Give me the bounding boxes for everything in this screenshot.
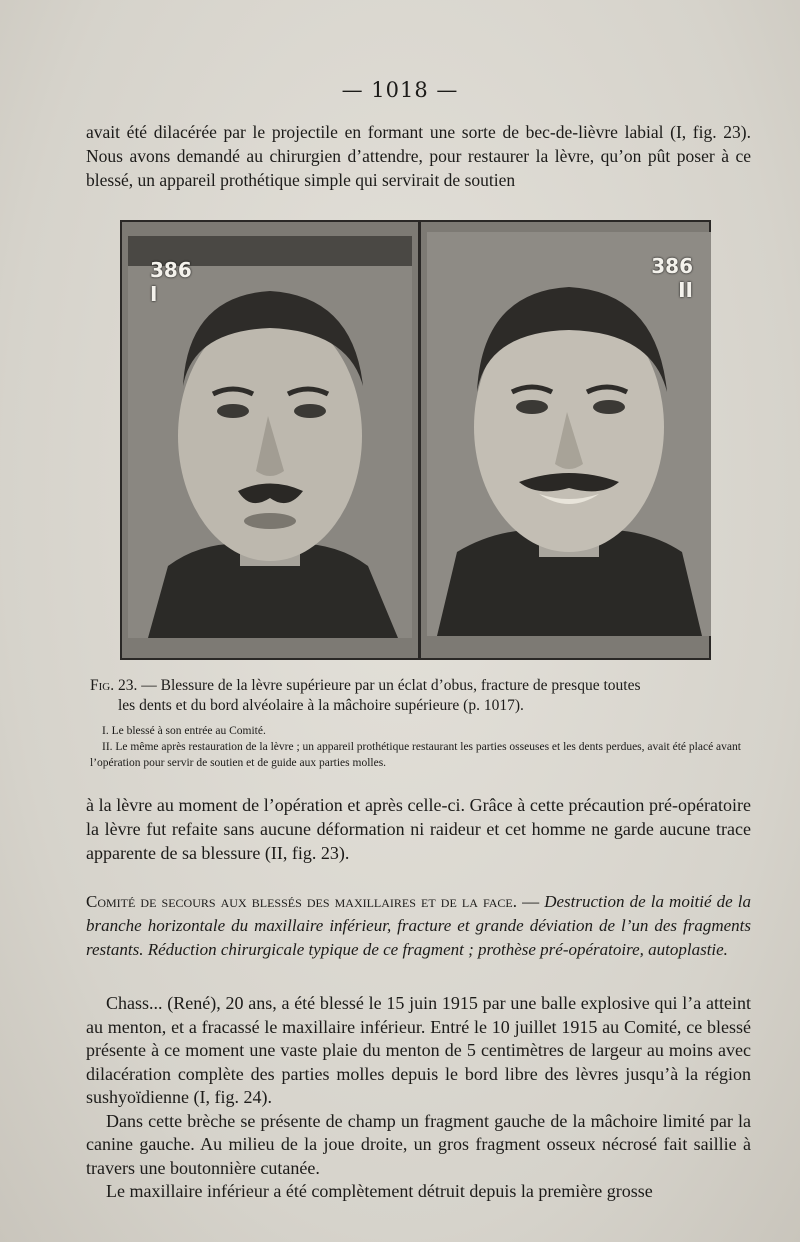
- legend-item-2: II. Le même après restauration de la lèvre ; un appareil prothétique restaurant les parties osseuses et les dents perdues, avait été placé avant l’opération pour servir de soutien et de guide aux parties molles.: [90, 741, 741, 769]
- section-title: Destruction de la moitié de la branche horizontale du maxillaire inférieur, fracture et grande déviation de l’un des fragments restants. Réduction chirurgicale typique de ce fragment ; prothèse pré-opératoire, autoplastie.: [86, 892, 751, 959]
- photo-before: [128, 236, 412, 638]
- photo-before-label: 386 I: [150, 258, 192, 306]
- section-dash: —: [517, 892, 545, 911]
- paragraph-after-figure: à la lèvre au moment de l’opération et après celle-ci. Grâce à cette précaution pré-opératoire la lèvre fut refaite sans aucune déformation ni raideur et cet homme ne garde aucune trace apparente de sa blessure (II, fig. 23).: [86, 795, 751, 863]
- photo-after: [427, 232, 711, 636]
- figure-divider: [418, 222, 421, 658]
- caption-text-2: les dents et du bord alvéolaire à la mâchoire supérieure (p. 1017).: [118, 697, 524, 714]
- body-paragraph-1: Chass... (René), 20 ans, a été blessé le 15 juin 1915 par une balle explosive qui l’a atteint au menton, et a fracassé le maxillaire inférieur. Entré le 10 juillet 1915 au Comité, ce blessé présente à ce moment une vaste plaie du menton de 5 centimètres de largeur au moins avec dilacération complète des parties molles depuis le bord libre des lèvres jusqu’à la région sushyoïdienne (I, fig. 24).: [86, 993, 751, 1107]
- photo-after-label: 386 II: [651, 254, 693, 302]
- figure-23: [120, 220, 711, 660]
- section-heading: [86, 890, 751, 962]
- body-text: [86, 992, 751, 1204]
- caption-text-1: — Blessure de la lèvre supérieure par un éclat d’obus, fracture de presque toutes: [137, 677, 641, 694]
- section-org: Comité de secours aux blessés des maxillaires et de la face.: [86, 892, 518, 911]
- legend-item-1: I. Le blessé à son entrée au Comité.: [102, 725, 266, 737]
- page-number: — 1018 —: [341, 78, 459, 102]
- body-paragraph-2: Dans cette brèche se présente de champ un fragment gauche de la mâchoire limité par la canine gauche. Au milieu de la joue droite, un gros fragment osseux nécrosé fait saillie à travers une boutonnière cutanée.: [86, 1110, 751, 1178]
- figure-caption: [90, 676, 750, 716]
- top-paragraph: avait été dilacérée par le projectile en formant une sorte de bec-de-lièvre labial (I, fig. 23). Nous avons demandé au chirurgien d’attendre, pour restaurer la lèvre, qu’on pût poser à ce blessé, un appareil prothétique simple qui servirait de soutien: [86, 122, 751, 190]
- body-paragraph-3: Le maxillaire inférieur a été complètement détruit depuis la première grosse: [106, 1181, 653, 1201]
- figure-label: Fig. 23.: [90, 677, 138, 694]
